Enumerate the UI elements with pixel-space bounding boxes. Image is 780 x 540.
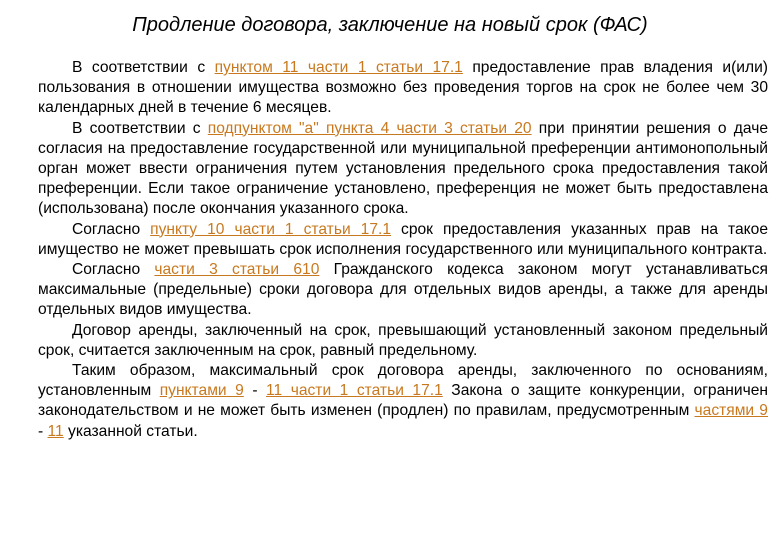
text-body bbox=[38, 58, 768, 442]
law-reference-link[interactable]: 11 bbox=[47, 422, 64, 440]
paragraph-text: Согласно bbox=[72, 261, 155, 279]
paragraph-4 bbox=[38, 260, 768, 321]
law-reference-link[interactable]: части 3 статьи 610 bbox=[154, 261, 320, 279]
paragraph-text: срок предоставления указанных прав на такое имущество не может превышать срок исполнения государственного или муниципального контракта. bbox=[38, 220, 768, 258]
paragraph-3 bbox=[38, 220, 768, 260]
paragraph-text: Договор аренды, заключенный на срок, превышающий установленный законом предельный срок, считается заключенным на срок, равный предельному. bbox=[38, 321, 768, 359]
paragraph-text: указанной статьи. bbox=[63, 422, 198, 440]
law-reference-link[interactable]: пункту 10 части 1 статьи 17.1 bbox=[150, 220, 392, 238]
paragraph-1 bbox=[38, 58, 768, 119]
paragraph-5 bbox=[38, 321, 768, 361]
paragraph-2 bbox=[38, 119, 768, 220]
law-reference-link[interactable]: пунктом 11 части 1 статьи 17.1 bbox=[214, 59, 463, 76]
paragraph-text: при принятии решения о даче согласия на предоставление государственной или муниципальной преференции антимонопольный орган может ввести ограничения путем установления предельного срока предоставления такой преференции. Если такое ограничение установлено, преференция не может быть предоставлена (использована) после окончания указанного срока. bbox=[38, 119, 768, 218]
paragraph-text: В соответствии с bbox=[72, 59, 215, 76]
law-reference-link[interactable]: 11 части 1 статьи 17.1 bbox=[266, 382, 443, 400]
law-reference-link[interactable]: частями 9 bbox=[694, 402, 768, 420]
paragraph-6 bbox=[38, 361, 768, 442]
paragraph-text: - bbox=[243, 382, 267, 400]
paragraph-text: Согласно bbox=[72, 220, 151, 238]
page-title: Продление договора, заключение на новый срок (ФАС) bbox=[132, 14, 648, 36]
paragraph-text: Таким образом, максимальный срок договора аренды, заключенного по основаниям, установленным bbox=[38, 362, 768, 400]
paragraph-text: Гражданского кодекса законом могут устанавливаться максимальные (предельные) сроки договора для отдельных видов аренды, а также для аренды отдельных видов имущества. bbox=[38, 261, 768, 319]
paragraph-text: - bbox=[38, 422, 48, 440]
paragraph-text: Закона о защите конкуренции, ограничен законодательством и не может быть изменен (продлен) по правилам, предусмотренным bbox=[38, 382, 768, 420]
paragraph-text: В соответствии с bbox=[72, 119, 208, 137]
paragraph-text: предоставление прав владения и(или) пользования в отношении имущества возможно без проведения торгов на срок не более чем 30 календарных дней в течение 6 месяцев. bbox=[38, 59, 768, 117]
law-reference-link[interactable]: пунктами 9 bbox=[159, 382, 244, 400]
law-reference-link[interactable]: подпунктом "а" пункта 4 части 3 статьи 20 bbox=[207, 119, 532, 137]
